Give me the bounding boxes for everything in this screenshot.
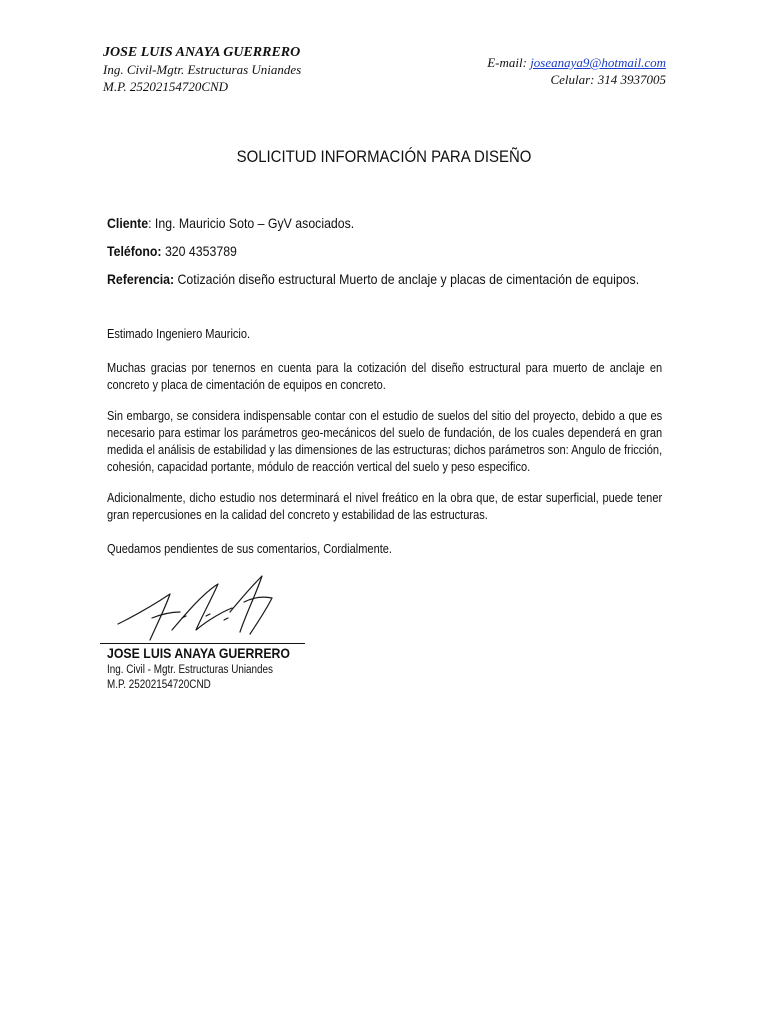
- signature-registration: M.P. 25202154720CND: [107, 679, 211, 691]
- client-label: Cliente: [107, 215, 149, 231]
- document-title: SOLICITUD INFORMACIÓN PARA DISEÑO: [236, 147, 532, 166]
- phone-info-line: [107, 243, 237, 259]
- client-line: [107, 215, 354, 231]
- handwritten-signature: [112, 572, 302, 652]
- email-label: E-mail:: [487, 55, 527, 70]
- letterhead-title: Ing. Civil-Mgtr. Estructuras Uniandes: [103, 62, 302, 77]
- reference-value: Cotización diseño estructural Muerto de anclaje y placas de cimentación de equipos.: [174, 271, 640, 287]
- phone-line: Celular: 314 3937005: [550, 72, 666, 87]
- phone-value: 320 4353789: [161, 243, 237, 259]
- letterhead-registration: M.P. 25202154720CND: [103, 79, 229, 94]
- phone-label: Teléfono:: [107, 243, 162, 259]
- client-value: : Ing. Mauricio Soto – GyV asociados.: [148, 215, 355, 231]
- email-line: [487, 54, 666, 71]
- signature-name: JOSE LUIS ANAYA GUERRERO: [107, 645, 291, 661]
- signature-title: Ing. Civil - Mgtr. Estructuras Uniandes: [107, 664, 273, 676]
- reference-line: [107, 271, 639, 287]
- letterhead: [103, 44, 301, 95]
- body-paragraph: Adicionalmente, dicho estudio nos determinará el nivel freático en la obra que, de estar superficial, puede tener gran repercusiones en la calidad del concreto y estabilidad de las estructuras.: [107, 491, 663, 522]
- greeting: Estimado Ingeniero Mauricio.: [107, 327, 251, 341]
- reference-label: Referencia:: [107, 271, 175, 287]
- body-paragraph: Sin embargo, se considera indispensable contar con el estudio de suelos del sitio del proyecto, debido a que es necesario para estimar los parámetros geo-mecánicos del suelo de fundación, de los cuales dependerá en gran medida el análisis de estabilidad y las dimensiones de las estructuras; dichos parámetros son: Angulo de fricción, cohesión, capacidad portante, módulo de reacción vertical del suelo y peso especifico.: [107, 409, 663, 474]
- closing-line: Quedamos pendientes de sus comentarios, Cordialmente.: [107, 542, 393, 556]
- email-link[interactable]: joseanaya9@hotmail.com: [530, 55, 666, 70]
- signature-line: [100, 643, 305, 644]
- letterhead-name: JOSE LUIS ANAYA GUERRERO: [103, 45, 301, 60]
- body-paragraph: Muchas gracias por tenernos en cuenta para la cotización del diseño estructural para muerto de anclaje en concreto y placa de cimentación de equipos en concreto.: [107, 361, 663, 392]
- letterhead-contact: [487, 54, 666, 88]
